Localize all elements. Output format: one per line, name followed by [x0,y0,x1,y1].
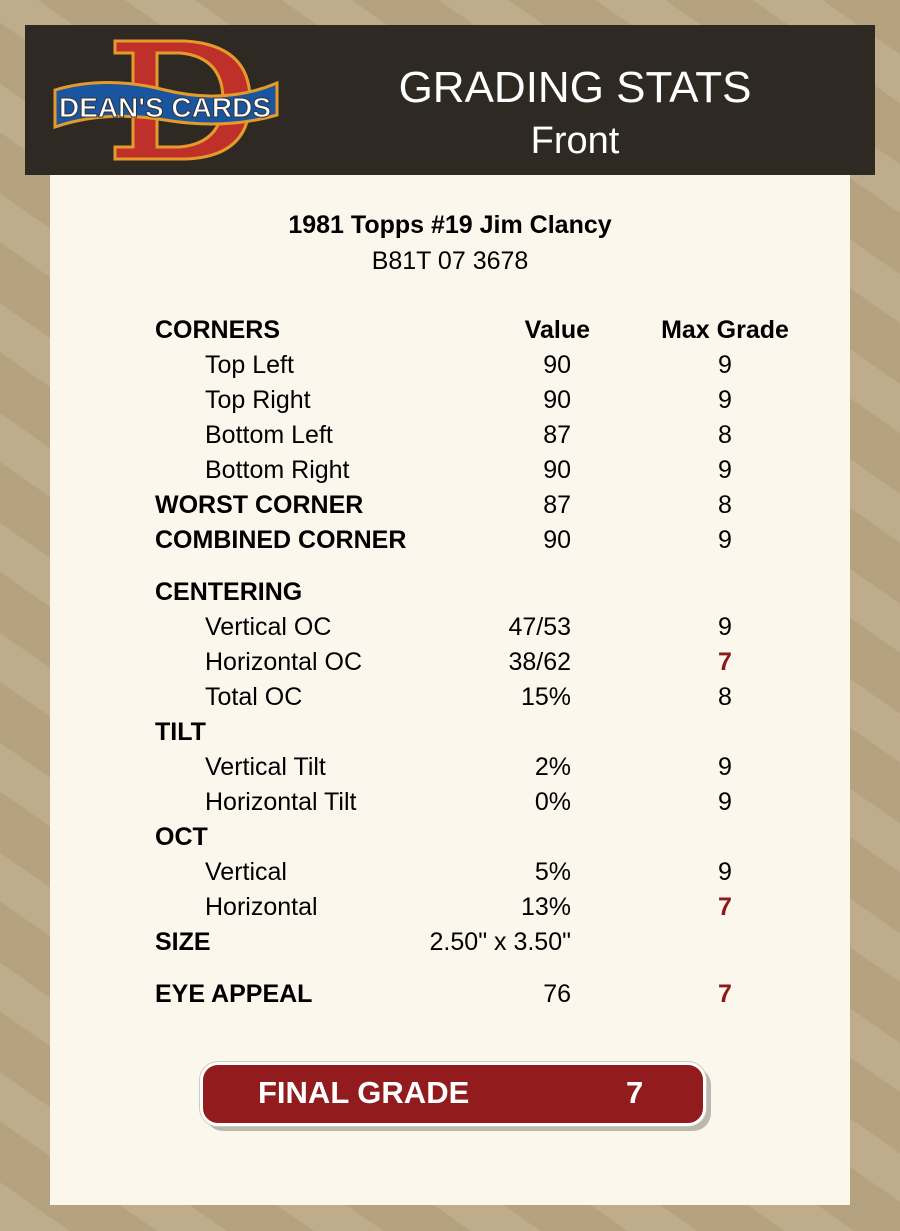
row-value: 90 [543,351,571,379]
row-max-grade: 9 [718,526,732,554]
header [25,25,875,175]
table-row [50,788,850,822]
table-row [50,928,850,962]
row-max-grade: 9 [718,386,732,414]
row-label: TILT [155,718,206,746]
table-row [50,648,850,682]
deans-cards-logo [45,35,285,165]
row-value: 38/62 [508,648,571,676]
row-label: CORNERS [155,316,281,344]
row-max-grade: 8 [718,491,732,519]
row-label: Vertical OC [205,613,332,641]
table-row [50,858,850,892]
table-row [50,316,850,350]
row-label: Top Left [205,351,294,379]
row-max-grade: 9 [718,613,732,641]
table-row [50,386,850,420]
row-label: WORST CORNER [155,491,364,519]
table-row [50,456,850,490]
row-label: Bottom Left [205,421,333,449]
row-max-grade: 8 [718,683,732,711]
grading-panel [50,175,850,1205]
row-max-grade: 9 [718,351,732,379]
page-subtitle: Front [530,120,620,162]
row-label: Vertical Tilt [205,753,326,781]
row-label: Bottom Right [205,456,350,484]
row-value: 47/53 [508,613,571,641]
page-title: GRADING STATS [398,63,752,112]
row-value: 90 [543,526,571,554]
row-label: Total OC [205,683,303,711]
row-label: Top Right [205,386,311,414]
row-value: 76 [543,980,571,1008]
table-row [50,421,850,455]
row-max-grade: 9 [718,456,732,484]
row-value: 15% [520,683,571,711]
table-row [50,753,850,787]
card-name: 1981 Topps #19 Jim Clancy [288,211,612,239]
column-header-value: Value [524,316,590,344]
row-label: Horizontal Tilt [205,788,357,816]
row-label: Vertical [205,858,287,886]
row-value: 5% [534,858,571,886]
row-value: 2.50" x 3.50" [429,928,571,956]
final-grade-label: FINAL GRADE [258,1075,470,1110]
table-row [50,893,850,927]
column-header-max-grade: Max Grade [661,316,789,344]
final-grade-value: 7 [626,1075,644,1110]
row-max-grade: 7 [718,980,732,1008]
row-label: EYE APPEAL [155,980,313,1008]
row-value: 90 [543,456,571,484]
row-max-grade: 8 [718,421,732,449]
table-row [50,683,850,717]
table-row [50,718,850,752]
row-value: 90 [543,386,571,414]
table-row [50,526,850,560]
row-max-grade: 9 [718,788,732,816]
table-row [50,491,850,525]
final-grade-badge [200,1062,706,1126]
row-value: 0% [534,788,571,816]
row-label: Horizontal OC [205,648,362,676]
row-max-grade: 7 [718,648,732,676]
row-label: COMBINED CORNER [155,526,407,554]
row-max-grade: 9 [718,753,732,781]
row-value: 87 [543,421,571,449]
row-label: Horizontal [205,893,318,921]
row-label: SIZE [155,928,211,956]
row-max-grade: 9 [718,858,732,886]
logo-text: DEAN'S CARDS [58,92,272,123]
row-value: 87 [543,491,571,519]
table-row [50,980,850,1014]
row-value: 13% [520,893,571,921]
row-label: OCT [155,823,208,851]
table-row [50,351,850,385]
row-value: 2% [534,753,571,781]
table-row [50,578,850,612]
row-max-grade: 7 [718,893,732,921]
table-row [50,613,850,647]
table-row [50,823,850,857]
card-id: B81T 07 3678 [371,247,529,275]
row-label: CENTERING [155,578,303,606]
